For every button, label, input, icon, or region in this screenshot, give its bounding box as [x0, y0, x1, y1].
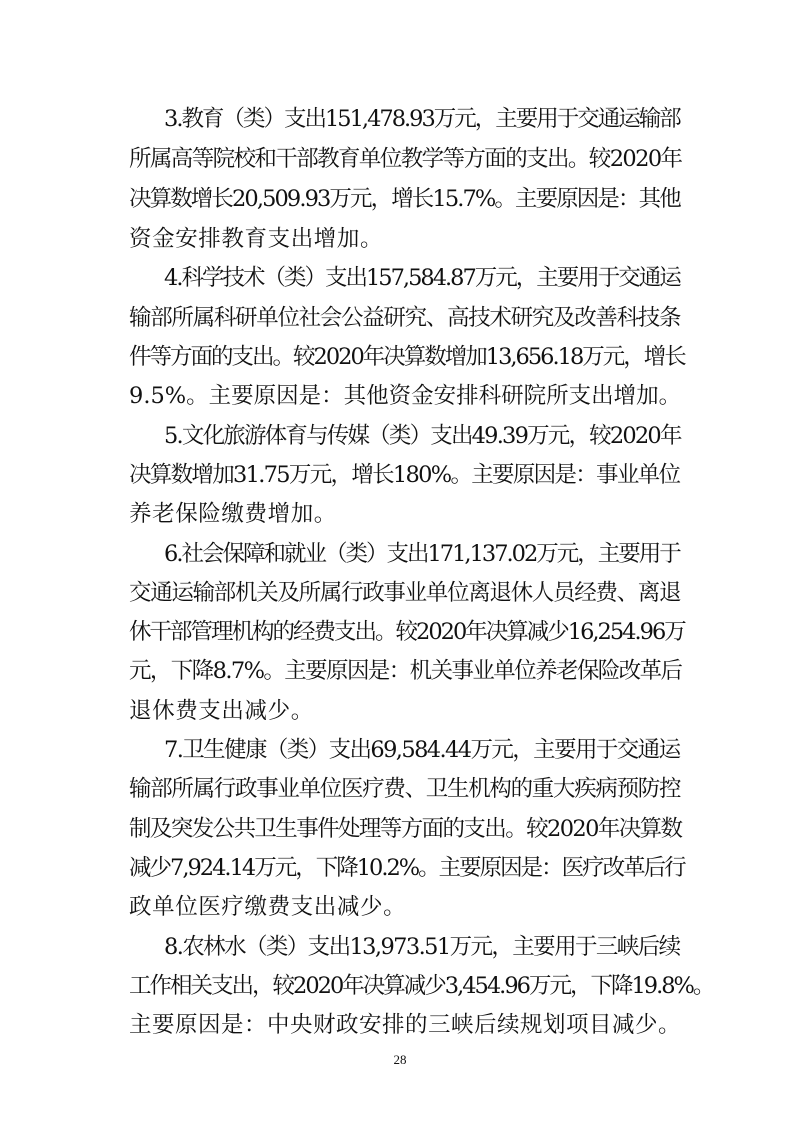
paragraph-line: 资金安排教育支出增加。	[129, 226, 384, 252]
paragraph-line: 退休费支出减少。	[129, 698, 314, 724]
paragraph-line: 工作相关支出，较2020年决算减少3,454.96万元，下降19.8%。	[129, 973, 714, 999]
paragraph-line: 元，下降8.7%。主要原因是：机关事业单位养老保险改革后	[129, 658, 682, 684]
paragraph-line: 8.农林水（类）支出13,973.51万元，主要用于三峡后续	[164, 934, 680, 960]
paragraph-line: 3.教育（类）支出151,478.93万元，主要用于交通运输部	[164, 106, 680, 132]
paragraph-line: 决算数增加31.75万元，增长180%。主要原因是：事业单位	[129, 462, 680, 488]
paragraph-line: 交通运输部机关及所属行政事业单位离退休人员经费、离退	[129, 580, 681, 606]
paragraph-line: 5.文化旅游体育与传媒（类）支出49.39万元，较2020年	[164, 423, 681, 449]
paragraph-line: 4.科学技术（类）支出157,584.87万元，主要用于交通运	[164, 265, 680, 291]
paragraph-line: 养老保险缴费增加。	[129, 501, 337, 527]
paragraph-line: 减少7,924.14万元，下降10.2%。主要原因是：医疗改革后行	[129, 855, 685, 881]
paragraph-line: 6.社会保障和就业（类）支出171,137.02万元，主要用于	[164, 541, 680, 567]
paragraph-line: 输部所属行政事业单位医疗费、卫生机构的重大疾病预防控	[129, 776, 681, 802]
paragraph-line: 制及突发公共卫生事件处理等方面的支出。较2020年决算数	[129, 816, 682, 842]
paragraph-line: 决算数增长20,509.93万元，增长15.7%。主要原因是：其他	[129, 186, 680, 212]
paragraph-line: 输部所属科研单位社会公益研究、高技术研究及改善科技条	[129, 305, 681, 331]
page-number: 28	[393, 1052, 407, 1067]
paragraph-line: 件等方面的支出。较2020年决算数增加13,656.18万元，增长	[129, 344, 685, 370]
paragraph-line: 主要原因是：中央财政安排的三峡后续规划项目减少。	[129, 1012, 682, 1038]
paragraph-line: 9.5%。主要原因是：其他资金安排科研院所支出增加。	[129, 383, 682, 409]
paragraph-line: 所属高等院校和干部教育单位教学等方面的支出。较2020年	[129, 146, 682, 172]
paragraph-line: 7.卫生健康（类）支出69,584.44万元，主要用于交通运	[164, 737, 680, 763]
paragraph-line: 休干部管理机构的经费支出。较2020年决算减少16,254.96万	[129, 619, 685, 645]
paragraph-line: 政单位医疗缴费支出减少。	[129, 894, 407, 920]
